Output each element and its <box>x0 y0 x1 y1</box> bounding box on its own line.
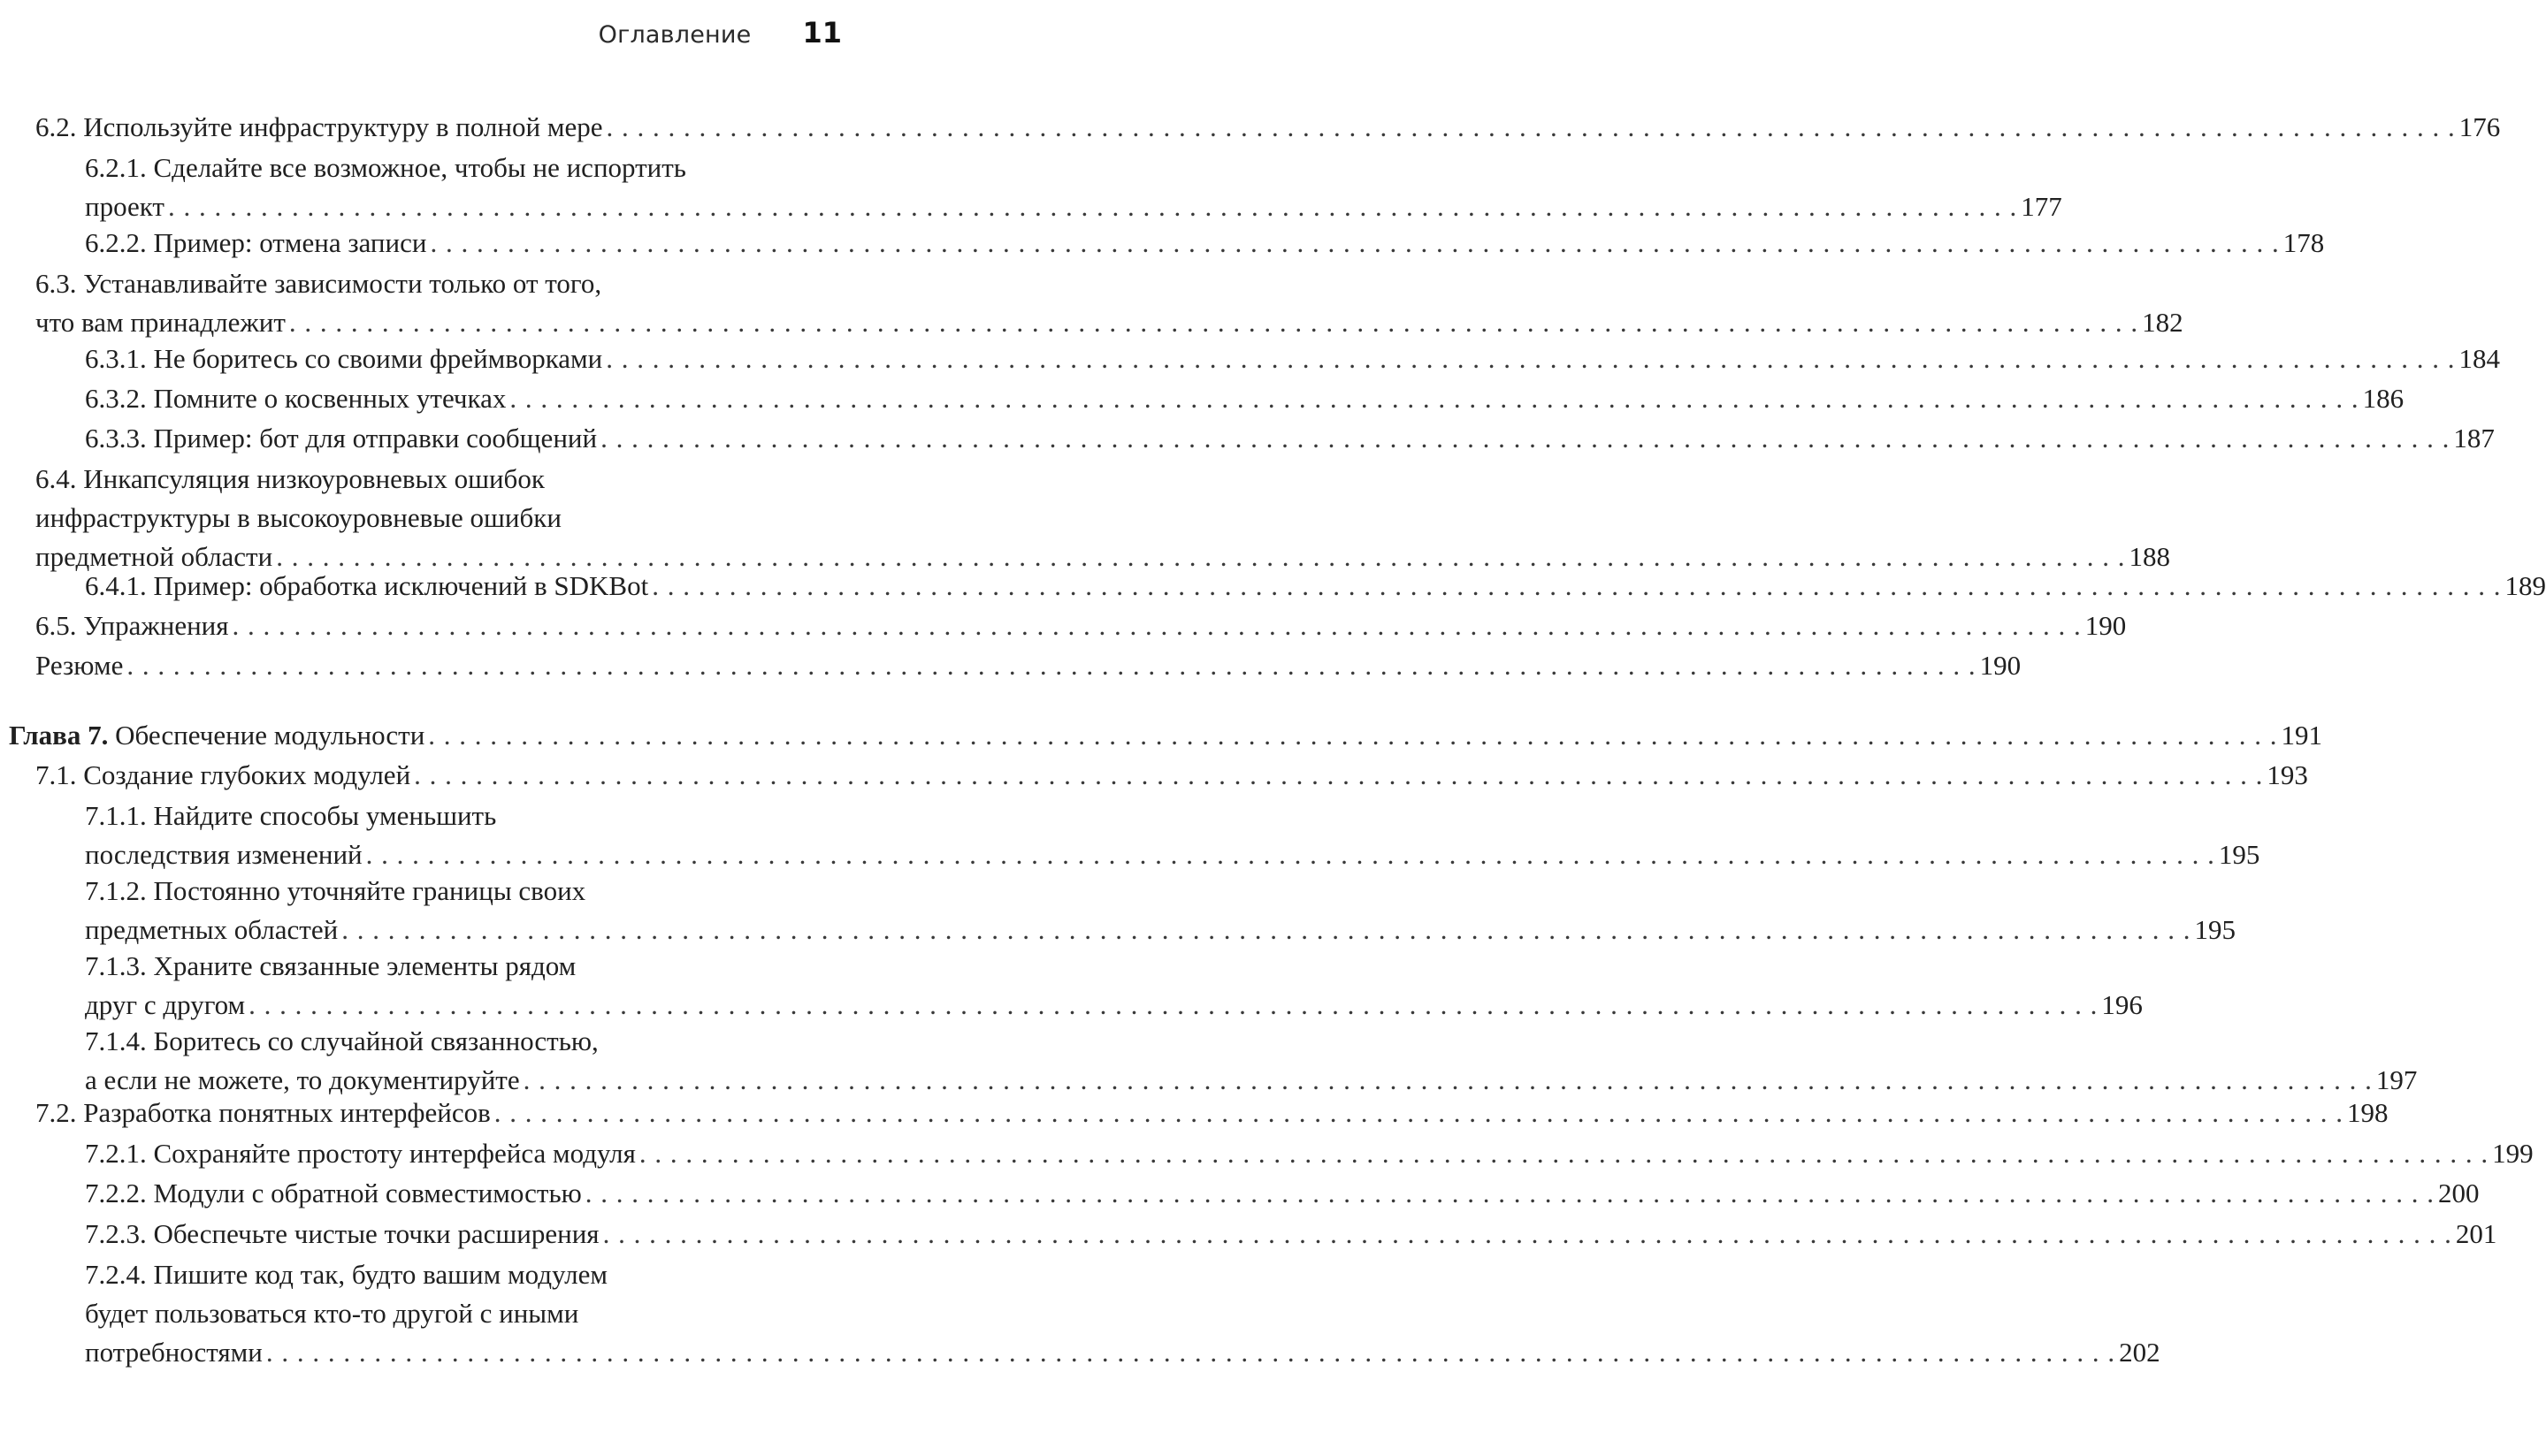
toc-entry-title <box>85 567 648 606</box>
toc-entry-line <box>85 1255 807 1294</box>
toc-entry-title <box>85 835 363 874</box>
toc-entry <box>35 756 2308 795</box>
chapter-label: Глава 7. <box>9 720 109 751</box>
toc-entry <box>85 797 2260 874</box>
toc-entry-text: а если не можете, то документируйте <box>85 1064 520 1095</box>
toc-page-number: 202 <box>2119 1337 2160 1368</box>
dot-leader: . . . . . . . . . . . . . . . . . . . . . . . . . . . . . . . . . . . . . . . . . . . . . . . . . . . . . . . . . . . . . . . . . . . . . . . . . . . . . . . . . . . . . . . . . . . . . . . . . . . . . . . . . . . . . . . . . . . . . . . . <box>652 570 2502 601</box>
toc-entry-line <box>9 716 2323 755</box>
toc-entry-text: 7.2.1. Сохраняйте простоту интерфейса модуля <box>85 1138 636 1169</box>
toc-entry-title <box>85 950 576 981</box>
toc-entry-line <box>85 1215 2497 1254</box>
toc-entry-title <box>85 1298 578 1329</box>
toc-entry-text: 6.3.1. Не боритесь со своими фреймворками <box>85 343 603 374</box>
toc-entry-text: 6.3.3. Пример: бот для отправки сообщений <box>85 423 598 454</box>
toc-entry <box>85 224 2325 263</box>
toc-entry-text: Обеспечение модульности <box>115 720 425 751</box>
toc-entry-title <box>35 756 410 795</box>
toc-entry <box>85 947 2143 1025</box>
toc-entry-line <box>85 1333 2160 1372</box>
running-header <box>599 16 842 50</box>
toc-page-number: 196 <box>2101 989 2143 1020</box>
toc-page-number: 187 <box>2453 423 2495 454</box>
toc-entry-text: потребностями <box>85 1337 263 1368</box>
dot-leader: . . . . . . . . . . . . . . . . . . . . . . . . . . . . . . . . . . . . . . . . . . . . . . . . . . . . . . . . . . . . . . . . . . . . . . . . . . . . . . . . . . . . . . . . . . . . . . . . . . . . . . . . . . . . . . . . . . . . . . . . <box>428 720 2278 751</box>
dot-leader: . . . . . . . . . . . . . . . . . . . . . . . . . . . . . . . . . . . . . . . . . . . . . . . . . . . . . . . . . . . . . . . . . . . . . . . . . . . . . . . . . . . . . . . . . . . . . . . . . . . . . . . . . . . . . . . . . . . . . . . . <box>365 839 2215 870</box>
toc-entry-text: 6.4. Инкапсуляция низкоуровневых ошибок <box>35 463 545 494</box>
toc-entry-line <box>85 567 2546 606</box>
toc-entry-line <box>85 911 2236 949</box>
toc-entry-text: проект <box>85 191 164 222</box>
toc-entry-line <box>85 379 2405 418</box>
toc-entry-text: 7.1.1. Найдите способы уменьшить <box>85 800 497 831</box>
toc-entry <box>85 872 2236 949</box>
toc-entry <box>35 460 2170 576</box>
toc-entry-line <box>85 1022 807 1061</box>
toc-page-number: 201 <box>2455 1218 2497 1249</box>
toc-entry-line <box>85 986 2143 1025</box>
toc-entry-title <box>9 716 424 755</box>
toc-entry-text: предметной области <box>35 541 273 572</box>
toc-entry-text: 7.2.2. Модули с обратной совместимостью <box>85 1178 582 1208</box>
toc-entry-line <box>35 460 807 499</box>
dot-leader: . . . . . . . . . . . . . . . . . . . . . . . . . . . . . . . . . . . . . . . . . . . . . . . . . . . . . . . . . . . . . . . . . . . . . . . . . . . . . . . . . . . . . . . . . . . . . . . . . . . . . . . . . . . . . . . . . . . . . . . . <box>509 383 2359 414</box>
toc-entry-line <box>85 149 807 187</box>
toc-entry-title <box>85 224 426 263</box>
toc-entry <box>85 149 2062 226</box>
toc-entry-text: 6.5. Упражнения <box>35 610 229 641</box>
toc-entry <box>35 606 2127 645</box>
toc-entry-title <box>85 419 597 458</box>
dot-leader: . . . . . . . . . . . . . . . . . . . . . . . . . . . . . . . . . . . . . . . . . . . . . . . . . . . . . . . . . . . . . . . . . . . . . . . . . . . . . . . . . . . . . . . . . . . . . . . . . . . . . . . . . . . . . . . . . . . . . . . . <box>167 191 2018 222</box>
toc-entry-line <box>85 187 2062 226</box>
toc-entry-title <box>85 1215 600 1254</box>
toc-page-number: 198 <box>2347 1097 2389 1128</box>
dot-leader: . . . . . . . . . . . . . . . . . . . . . . . . . . . . . . . . . . . . . . . . . . . . . . . . . . . . . . . . . . . . . . . . . . . . . . . . . . . . . . . . . . . . . . . . . . . . . . . . . . . . . . . . . . . . . . . . . . . . . . . . <box>606 343 2456 374</box>
toc-entry-line <box>85 1294 807 1333</box>
dot-leader: . . . . . . . . . . . . . . . . . . . . . . . . . . . . . . . . . . . . . . . . . . . . . . . . . . . . . . . . . . . . . . . . . . . . . . . . . . . . . . . . . . . . . . . . . . . . . . . . . . . . . . . . . . . . . . . . . . . . . . . . <box>493 1097 2343 1128</box>
toc-entry-title <box>85 152 686 183</box>
toc-page-number: 176 <box>2458 111 2501 142</box>
toc-entry <box>85 1134 2534 1173</box>
toc-entry-title <box>85 875 585 906</box>
toc-entry-text: 6.4.1. Пример: обработка исключений в SDKBot <box>85 570 649 601</box>
toc-entry-text: друг с другом <box>85 989 246 1020</box>
toc-entry-title <box>85 379 506 418</box>
toc-page-number: 191 <box>2281 720 2323 751</box>
dot-leader: . . . . . . . . . . . . . . . . . . . . . . . . . . . . . . . . . . . . . . . . . . . . . . . . . . . . . . . . . . . . . . . . . . . . . . . . . . . . . . . . . . . . . . . . . . . . . . . . . . . . . . . . . . . . . . . . . . . . . . . . <box>585 1178 2435 1208</box>
dot-leader: . . . . . . . . . . . . . . . . . . . . . . . . . . . . . . . . . . . . . . . . . . . . . . . . . . . . . . . . . . . . . . . . . . . . . . . . . . . . . . . . . . . . . . . . . . . . . . . . . . . . . . . . . . . . . . . . . . . . . . . . <box>265 1337 2116 1368</box>
toc-page-number: 200 <box>2438 1178 2480 1208</box>
toc-page-number: 190 <box>2084 610 2127 641</box>
toc-page-number: 199 <box>2492 1138 2534 1169</box>
toc-entry <box>85 379 2405 418</box>
dot-leader: . . . . . . . . . . . . . . . . . . . . . . . . . . . . . . . . . . . . . . . . . . . . . . . . . . . . . . . . . . . . . . . . . . . . . . . . . . . . . . . . . . . . . . . . . . . . . . . . . . . . . . . . . . . . . . . . . . . . . . . . <box>276 541 2126 572</box>
toc-entry-text: 6.3. Устанавливайте зависимости только от того, <box>35 268 602 299</box>
toc-chapter-entry <box>9 716 2323 755</box>
toc-entry-text: инфраструктуры в высокоуровневые ошибки <box>35 502 562 533</box>
dot-leader: . . . . . . . . . . . . . . . . . . . . . . . . . . . . . . . . . . . . . . . . . . . . . . . . . . . . . . . . . . . . . . . . . . . . . . . . . . . . . . . . . . . . . . . . . . . . . . . . . . . . . . . . . . . . . . . . . . . . . . . . <box>288 307 2139 338</box>
toc-entry-text: 7.2.4. Пишите код так, будто вашим модулем <box>85 1259 608 1290</box>
toc-entry <box>85 419 2495 458</box>
toc-entry-text: 7.1.4. Боритесь со случайной связанностью, <box>85 1025 599 1056</box>
toc-entry-line <box>35 499 807 537</box>
toc-entry <box>85 1174 2480 1213</box>
toc-entry-text: 7.2. Разработка понятных интерфейсов <box>35 1097 491 1128</box>
toc-entry-line <box>85 835 2260 874</box>
toc-entry-title <box>85 1259 608 1290</box>
toc-entry-title <box>35 268 601 299</box>
header-section-title: Оглавление <box>598 21 752 49</box>
toc-entry-title <box>35 463 545 494</box>
dot-leader: . . . . . . . . . . . . . . . . . . . . . . . . . . . . . . . . . . . . . . . . . . . . . . . . . . . . . . . . . . . . . . . . . . . . . . . . . . . . . . . . . . . . . . . . . . . . . . . . . . . . . . . . . . . . . . . . . . . . . . . . <box>341 914 2191 945</box>
toc-entry <box>85 1255 2160 1372</box>
toc-page-number: 177 <box>2021 191 2062 222</box>
dot-leader: . . . . . . . . . . . . . . . . . . . . . . . . . . . . . . . . . . . . . . . . . . . . . . . . . . . . . . . . . . . . . . . . . . . . . . . . . . . . . . . . . . . . . . . . . . . . . . . . . . . . . . . . . . . . . . . . . . . . . . . . <box>600 423 2450 454</box>
toc-entry-title <box>85 187 164 226</box>
toc-page-number: 197 <box>2375 1064 2418 1095</box>
toc-page-number: 195 <box>2218 839 2260 870</box>
toc-entry-title <box>85 1134 636 1173</box>
toc-entry-text: предметных областей <box>85 914 339 945</box>
toc-entry-text: будет пользоваться кто-то другой с иными <box>85 1298 579 1329</box>
toc-entry-title <box>35 1094 491 1132</box>
toc-entry-title <box>85 911 338 949</box>
dot-leader: . . . . . . . . . . . . . . . . . . . . . . . . . . . . . . . . . . . . . . . . . . . . . . . . . . . . . . . . . . . . . . . . . . . . . . . . . . . . . . . . . . . . . . . . . . . . . . . . . . . . . . . . . . . . . . . . . . . . . . . . <box>232 610 2082 641</box>
toc-entry-line <box>85 224 2325 263</box>
header-page-number: 11 <box>802 16 842 50</box>
dot-leader: . . . . . . . . . . . . . . . . . . . . . . . . . . . . . . . . . . . . . . . . . . . . . . . . . . . . . . . . . . . . . . . . . . . . . . . . . . . . . . . . . . . . . . . . . . . . . . . . . . . . . . . . . . . . . . . . . . . . . . . . <box>602 1218 2452 1249</box>
dot-leader: . . . . . . . . . . . . . . . . . . . . . . . . . . . . . . . . . . . . . . . . . . . . . . . . . . . . . . . . . . . . . . . . . . . . . . . . . . . . . . . . . . . . . . . . . . . . . . . . . . . . . . . . . . . . . . . . . . . . . . . . <box>248 989 2099 1020</box>
dot-leader: . . . . . . . . . . . . . . . . . . . . . . . . . . . . . . . . . . . . . . . . . . . . . . . . . . . . . . . . . . . . . . . . . . . . . . . . . . . . . . . . . . . . . . . . . . . . . . . . . . . . . . . . . . . . . . . . . . . . . . . . <box>414 759 2264 790</box>
toc-entry <box>85 567 2546 606</box>
toc-entry-text: 6.2. Используйте инфраструктуру в полной мере <box>35 111 603 142</box>
toc-entry-title <box>85 1333 263 1372</box>
toc-page-number: 186 <box>2362 383 2405 414</box>
toc-entry-text: Резюме <box>35 650 124 681</box>
toc-entry-line <box>85 419 2495 458</box>
toc-entry-text: 6.2.1. Сделайте все возможное, чтобы не испортить <box>85 152 686 183</box>
toc-entry-text: 7.1.3. Храните связанные элементы рядом <box>85 950 577 981</box>
toc-entry-text: 7.1. Создание глубоких модулей <box>35 759 411 790</box>
toc-entry-line <box>35 108 2501 147</box>
toc-entry-line <box>35 1094 2389 1132</box>
toc-page-number: 189 <box>2504 570 2546 601</box>
toc-entry-text: 6.3.2. Помните о косвенных утечках <box>85 383 507 414</box>
toc-page-number: 193 <box>2267 759 2308 790</box>
toc-entry <box>35 108 2501 147</box>
toc-page-number: 182 <box>2142 307 2183 338</box>
dot-leader: . . . . . . . . . . . . . . . . . . . . . . . . . . . . . . . . . . . . . . . . . . . . . . . . . . . . . . . . . . . . . . . . . . . . . . . . . . . . . . . . . . . . . . . . . . . . . . . . . . . . . . . . . . . . . . . . . . . . . . . . <box>430 227 2280 258</box>
toc-entry-title <box>35 502 562 533</box>
toc-entry-title <box>85 339 602 378</box>
dot-leader: . . . . . . . . . . . . . . . . . . . . . . . . . . . . . . . . . . . . . . . . . . . . . . . . . . . . . . . . . . . . . . . . . . . . . . . . . . . . . . . . . . . . . . . . . . . . . . . . . . . . . . . . . . . . . . . . . . . . . . . . <box>638 1138 2489 1169</box>
dot-leader: . . . . . . . . . . . . . . . . . . . . . . . . . . . . . . . . . . . . . . . . . . . . . . . . . . . . . . . . . . . . . . . . . . . . . . . . . . . . . . . . . . . . . . . . . . . . . . . . . . . . . . . . . . . . . . . . . . . . . . . . <box>523 1064 2373 1095</box>
toc-page-number: 190 <box>1979 650 2022 681</box>
toc-entry-line <box>85 1174 2480 1213</box>
toc-entry <box>85 339 2501 378</box>
toc-entry <box>85 1022 2418 1100</box>
dot-leader: . . . . . . . . . . . . . . . . . . . . . . . . . . . . . . . . . . . . . . . . . . . . . . . . . . . . . . . . . . . . . . . . . . . . . . . . . . . . . . . . . . . . . . . . . . . . . . . . . . . . . . . . . . . . . . . . . . . . . . . . <box>126 650 1976 681</box>
toc-entry <box>35 1094 2389 1132</box>
toc-entry-title <box>85 986 245 1025</box>
toc-entry-line <box>85 339 2501 378</box>
toc-entry-title <box>85 800 496 831</box>
toc-entry-text: последствия изменений <box>85 839 363 870</box>
toc-entry-text: что вам принадлежит <box>35 307 286 338</box>
toc-entry-line <box>85 872 807 911</box>
toc-page-number: 178 <box>2282 227 2325 258</box>
toc-entry-line <box>35 264 807 303</box>
toc-entry-title <box>35 646 123 685</box>
toc-entry <box>35 646 2022 685</box>
toc-entry-title <box>85 1025 599 1056</box>
toc-entry-title <box>35 606 229 645</box>
dot-leader: . . . . . . . . . . . . . . . . . . . . . . . . . . . . . . . . . . . . . . . . . . . . . . . . . . . . . . . . . . . . . . . . . . . . . . . . . . . . . . . . . . . . . . . . . . . . . . . . . . . . . . . . . . . . . . . . . . . . . . . . <box>606 111 2456 142</box>
toc-entry-line <box>35 606 2127 645</box>
toc-page-number: 184 <box>2458 343 2501 374</box>
toc-entry-title <box>85 1174 582 1213</box>
toc-entry-line <box>35 756 2308 795</box>
toc-entry-text: 7.2.3. Обеспечьте чистые точки расширения <box>85 1218 600 1249</box>
toc-entry-line <box>85 947 807 986</box>
toc-entry-line <box>85 797 807 835</box>
toc-entry-line <box>85 1134 2534 1173</box>
toc-page-number: 188 <box>2129 541 2170 572</box>
toc-entry <box>85 1215 2497 1254</box>
toc-entry-text: 6.2.2. Пример: отмена записи <box>85 227 427 258</box>
toc-entry-line <box>35 646 2022 685</box>
toc-entry-text: 7.1.2. Постоянно уточняйте границы своих <box>85 875 586 906</box>
toc-entry-title <box>35 108 602 147</box>
toc-entry <box>35 264 2183 342</box>
toc-entry-line <box>35 303 2183 342</box>
toc-entry-title <box>35 303 286 342</box>
toc-page-number: 195 <box>2194 914 2236 945</box>
